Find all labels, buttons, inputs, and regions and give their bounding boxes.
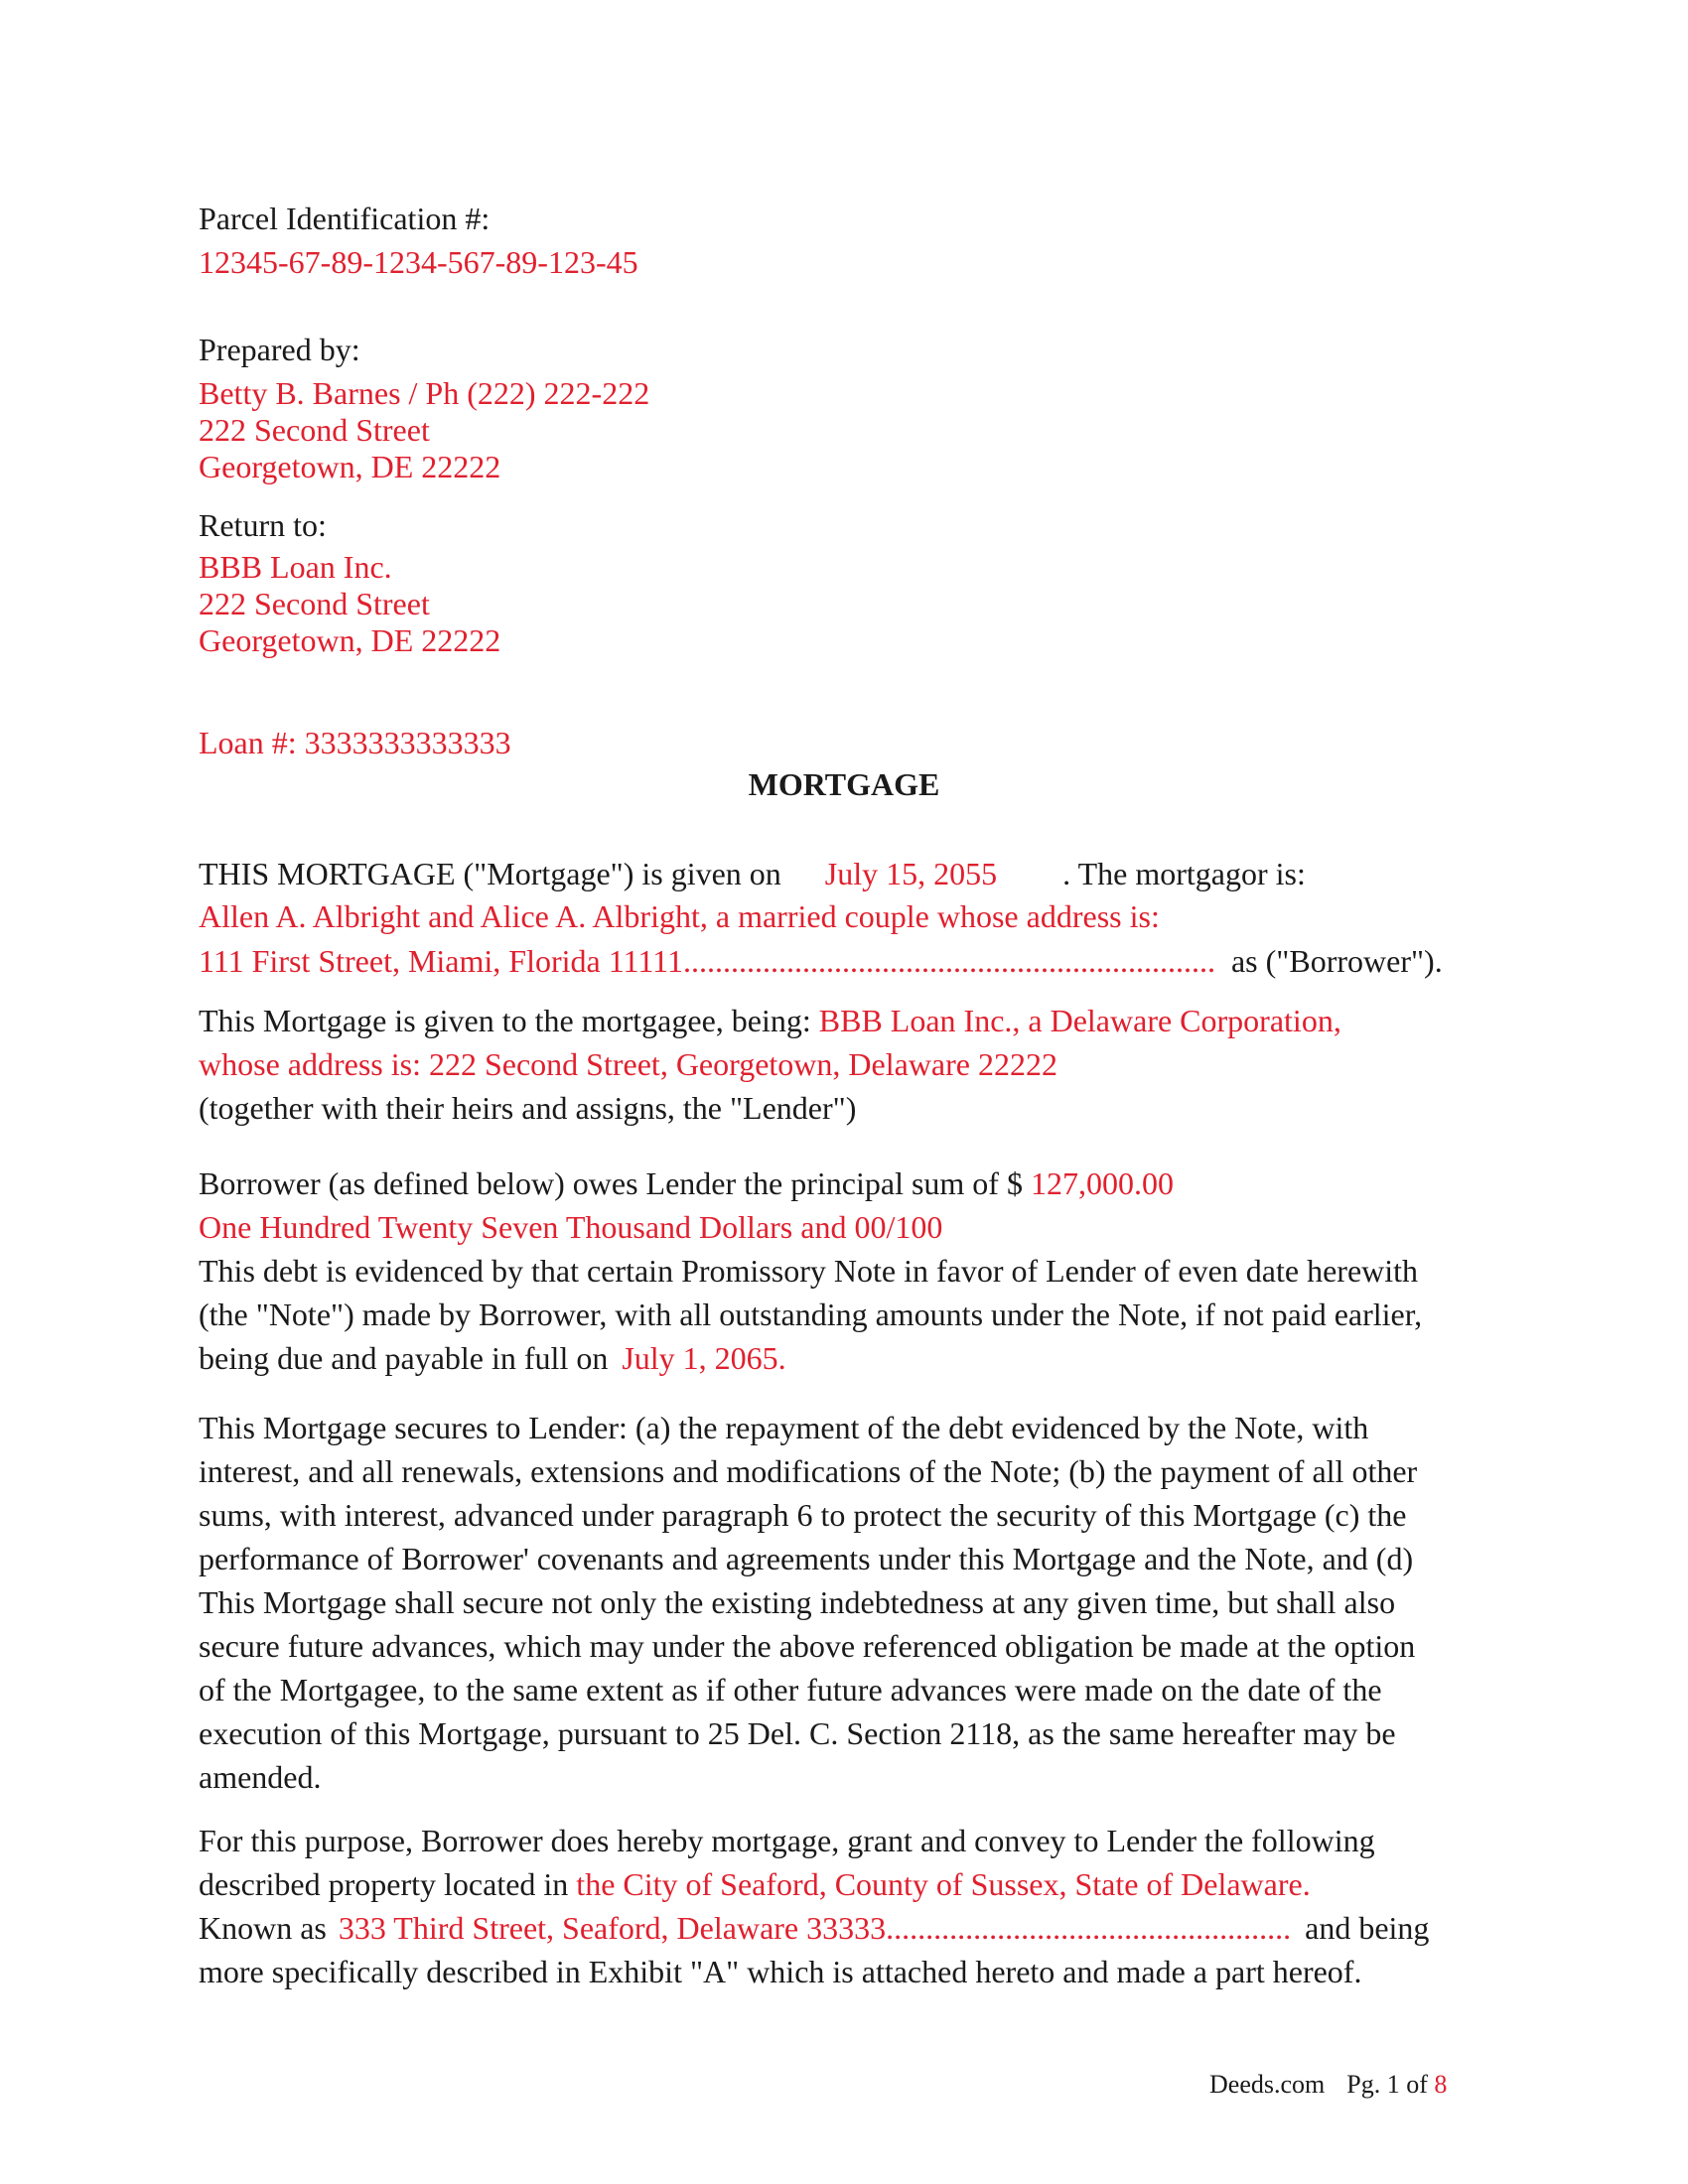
known-as-label: Known as xyxy=(199,1910,327,1946)
address-fill-dots: ................................................................... xyxy=(682,943,1215,979)
borrower-definition: as ("Borrower"). xyxy=(1230,943,1443,979)
prepared-by-label: Prepared by: xyxy=(199,332,360,367)
footer-page-prefix: Pg. 1 of xyxy=(1346,2070,1428,2099)
location-intro: described property located in xyxy=(199,1866,569,1902)
p4-line: sums, with interest, advanced under paragraph 6 to protect the security of this Mortgage (c) the xyxy=(199,1497,1407,1533)
prepared-by-line2: 222 Second Street xyxy=(199,412,430,448)
property-fill-dots: ................................................... xyxy=(886,1910,1292,1946)
principal-amount-words: One Hundred Twenty Seven Thousand Dollars and 00/100 xyxy=(199,1209,943,1245)
p5-line1: For this purpose, Borrower does hereby mortgage, grant and convey to Lender the following xyxy=(199,1823,1375,1858)
principal-amount: 127,000.00 xyxy=(1030,1165,1174,1201)
document-title: MORTGAGE xyxy=(748,766,940,802)
p5-line2 xyxy=(199,1862,1311,1906)
due-intro: being due and payable in full on xyxy=(199,1340,609,1376)
p5-line4: more specifically described in Exhibit "A" which is attached hereto and made a part hereof. xyxy=(199,1954,1362,1989)
lender-name: BBB Loan Inc., a Delaware Corporation, xyxy=(818,1003,1341,1038)
p3-line4: (the "Note") made by Borrower, with all outstanding amounts under the Note, if not paid earlier, xyxy=(199,1297,1423,1332)
prepared-by-line3: Georgetown, DE 22222 xyxy=(199,449,501,484)
p1-line1 xyxy=(199,852,1306,895)
p1-mortgagor-intro: . The mortgagor is: xyxy=(1062,856,1306,891)
p1-intro: THIS MORTGAGE ("Mortgage") is given on xyxy=(199,856,781,891)
mortgagor-names: Allen A. Albright and Alice A. Albright, a married couple whose address is: xyxy=(199,898,1160,934)
p5-line3 xyxy=(199,1906,1429,1950)
property-location: the City of Seaford, County of Sussex, State of Delaware. xyxy=(576,1866,1311,1902)
principal-intro: Borrower (as defined below) owes Lender the principal sum of $ xyxy=(199,1165,1023,1201)
lender-definition: (together with their heirs and assigns, the "Lender") xyxy=(199,1090,857,1126)
lender-address: whose address is: 222 Second Street, Georgetown, Delaware 22222 xyxy=(199,1046,1057,1082)
prepared-by-line1: Betty B. Barnes / Ph (222) 222-222 xyxy=(199,375,650,411)
return-to-line2: 222 Second Street xyxy=(199,586,430,621)
p2-intro: This Mortgage is given to the mortgagee, being: xyxy=(199,1003,811,1038)
parcel-value: 12345-67-89-1234-567-89-123-45 xyxy=(199,244,638,280)
footer-total-pages: 8 xyxy=(1434,2070,1448,2099)
p4-line: amended. xyxy=(199,1759,322,1795)
p3-line1 xyxy=(199,1161,1174,1205)
mortgagor-address: 111 First Street, Miami, Florida 11111 xyxy=(199,943,683,979)
and-being: and being xyxy=(1305,1910,1430,1946)
p4-line: performance of Borrower' covenants and agreements under this Mortgage and the Note, and (d) xyxy=(199,1541,1414,1576)
loan-number: Loan #: 3333333333333 xyxy=(199,725,511,760)
p2-line1 xyxy=(199,999,1341,1042)
footer-site: Deeds.com xyxy=(1209,2070,1326,2099)
p4-line: secure future advances, which may under the above referenced obligation be made at the option xyxy=(199,1628,1416,1664)
p1-line3 xyxy=(199,939,1443,983)
p4-line: interest, and all renewals, extensions and modifications of the Note; (b) the payment of all other xyxy=(199,1453,1418,1489)
due-date: July 1, 2065. xyxy=(622,1340,786,1376)
p3-line3: This debt is evidenced by that certain Promissory Note in favor of Lender of even date herewith xyxy=(199,1253,1419,1289)
p4-line: of the Mortgagee, to the same extent as if other future advances were made on the date of the xyxy=(199,1672,1382,1707)
return-to-label: Return to: xyxy=(199,507,327,543)
p4-line: execution of this Mortgage, pursuant to 25 Del. C. Section 2118, as the same hereafter may be xyxy=(199,1715,1396,1751)
property-address: 333 Third Street, Seaford, Delaware 33333 xyxy=(338,1910,887,1946)
p3-line5 xyxy=(199,1336,786,1380)
p4-line: This Mortgage shall secure not only the existing indebtedness at any given time, but shall also xyxy=(199,1584,1396,1620)
parcel-label: Parcel Identification #: xyxy=(199,201,491,236)
page-footer xyxy=(1209,2065,1447,2105)
mortgage-date: July 15, 2055 xyxy=(824,856,998,891)
return-to-line1: BBB Loan Inc. xyxy=(199,549,392,585)
return-to-line3: Georgetown, DE 22222 xyxy=(199,622,501,658)
p4-line: This Mortgage secures to Lender: (a) the repayment of the debt evidenced by the Note, with xyxy=(199,1410,1369,1445)
